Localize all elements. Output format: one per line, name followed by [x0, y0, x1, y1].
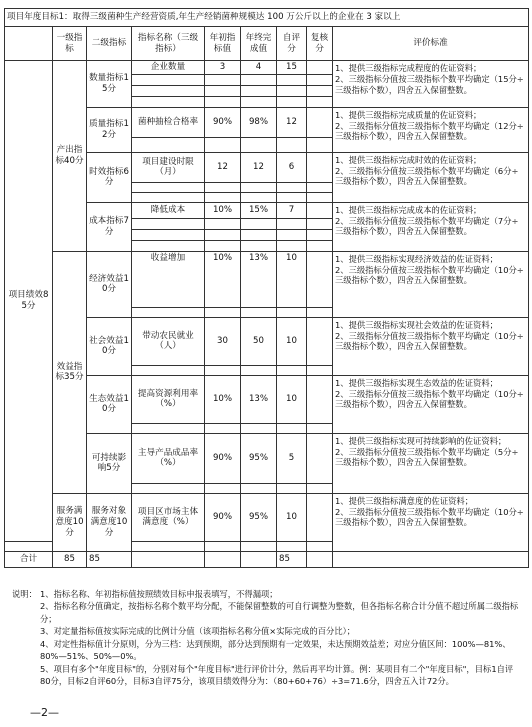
criteria-cell	[333, 433, 529, 493]
initial-value: 90%	[205, 107, 241, 137]
criteria-line: 1、提供三级指标实现可持续影响的佐证资料；	[335, 435, 507, 446]
review-score	[307, 375, 333, 423]
criteria-line: 1、提供三级指标完成质量的佐证资料；	[335, 109, 482, 120]
satisfaction-indicator-label: 服务满意度10分	[53, 493, 87, 551]
col-l1: 一级指标	[53, 27, 87, 61]
economic-indicator-label: 经济效益10分	[87, 251, 132, 317]
indicator-name: 提高资源利用率（%）	[132, 375, 205, 423]
criteria-cell	[333, 375, 529, 433]
table-row	[5, 493, 529, 541]
total-l2: 85	[87, 551, 132, 567]
review-score	[307, 433, 333, 483]
sustainable-indicator-label: 可持续影响5分	[87, 433, 132, 493]
criteria-cell	[333, 317, 529, 375]
final-value: 50	[241, 317, 277, 365]
quantity-indicator-label: 数量指标15分	[87, 61, 132, 108]
benefit-indicator-label: 效益指标35分	[53, 251, 87, 493]
criteria-cell	[333, 107, 529, 152]
indicator-name: 菌种抽检合格率	[132, 107, 205, 137]
final-value: 98%	[241, 107, 277, 137]
project-performance-label: 项目绩效85分	[5, 61, 53, 542]
initial-value: 30	[205, 317, 241, 365]
initial-value: 90%	[205, 493, 241, 541]
col-final: 年终完成值	[241, 27, 277, 61]
note-item: 3、对定量指标值按实际完成的比例计分值（该项指标名称分值×实际完成的百分比）；	[40, 626, 356, 637]
criteria-line: 1、提供三级指标完成程度的佐证资料；	[335, 63, 482, 73]
social-indicator-label: 社会效益10分	[87, 317, 132, 375]
criteria-line: 1、提供三级指标实现经济效益的佐证资料；	[335, 253, 498, 264]
review-score	[307, 251, 333, 307]
criteria-line: 2、三级指标分值按三级指标个数平均确定（10分÷三级指标个数），四舍五入保留整数。	[335, 506, 524, 528]
self-score: 10	[277, 375, 307, 423]
criteria-cell	[333, 152, 529, 202]
note-item: 2、指标名称分值确定，按指标名称个数平均分配，不能保留整数的可自行调整为整数，但各指标名称合计分值不超过所属二级指标分；	[40, 601, 519, 624]
initial-value: 10%	[205, 202, 241, 218]
total-l1: 85	[53, 551, 87, 567]
col-criteria: 评价标准	[333, 27, 529, 61]
criteria-line: 2、三级指标分值按三级指标个数平均确定（10分÷三级指标个数），四舍五入保留整数。	[335, 264, 524, 286]
review-score	[307, 107, 333, 137]
initial-value: 12	[205, 152, 241, 182]
criteria-line: 1、提供三级指标完成时效的佐证资料；	[335, 154, 482, 165]
criteria-cell	[333, 61, 529, 108]
criteria-line: 2、三级指标分值按三级指标个数平均确定（6分÷三级指标个数），四舍五入保留整数。	[335, 165, 519, 187]
indicator-name: 带动农民就业（人）	[132, 317, 205, 365]
final-value: 4	[241, 61, 277, 75]
col-init: 年初指标值	[205, 27, 241, 61]
empty-header-cell	[5, 27, 53, 61]
initial-value: 3	[205, 61, 241, 75]
evaluation-table	[4, 8, 529, 568]
indicator-name: 收益增加	[132, 251, 205, 307]
self-score: 15	[277, 61, 307, 75]
final-value: 95%	[241, 433, 277, 483]
final-value: 12	[241, 152, 277, 182]
review-score	[307, 317, 333, 365]
service-satisfaction-label: 服务对象满意度10分	[87, 493, 132, 551]
criteria-cell	[333, 202, 529, 251]
timeliness-indicator-label: 时效指标6分	[87, 152, 132, 202]
self-score: 12	[277, 107, 307, 137]
col-l2: 二级指标	[87, 27, 132, 61]
final-value: 95%	[241, 493, 277, 541]
notes-title: 说明：	[12, 589, 37, 599]
col-self: 自评分	[277, 27, 307, 61]
header-row	[5, 9, 529, 27]
criteria-line: 2、三级指标分值按三级指标个数平均确定（5分÷三级指标个数），四舍五入保留整数。	[335, 446, 519, 468]
self-score: 10	[277, 251, 307, 307]
table-row	[5, 251, 529, 307]
notes-section	[12, 588, 522, 688]
cost-indicator-label: 成本指标7分	[87, 202, 132, 251]
final-value: 15%	[241, 202, 277, 218]
indicator-name: 项目建设时限（月）	[132, 152, 205, 182]
indicator-name: 企业数量	[132, 61, 205, 75]
total-row	[5, 551, 529, 567]
annual-goal: 项目年度目标1：取得三级菌种生产经营资质,年生产经销菌种规模达 100 万公斤以上的企业在 3 家以上	[5, 9, 529, 27]
note-item: 5、项目有多个"年度目标"的，分别对每个"年度目标"进行评价计分，然后再平均计算。例：某项目有二个"年度目标"，目标1自评80分，目标2自评60分，目标3自评75分，该项目绩效得分为：（80+60+76）÷3=71.6分，四舍五入计72分。	[40, 663, 514, 687]
criteria-line: 2、三级指标分值按三级指标个数平均确定（10分÷三级指标个数），四舍五入保留整数。	[335, 330, 524, 352]
note-item: 1、指标名称、年初指标值按照绩效目标申报表填写，不得漏项；	[40, 589, 278, 599]
initial-value: 90%	[205, 433, 241, 483]
review-score	[307, 202, 333, 218]
criteria-line: 2、三级指标分值按三级指标个数平均确定（7分÷三级指标个数），四舍五入保留整数。	[335, 215, 519, 237]
criteria-line: 1、提供三级指标实现生态效益的佐证资料；	[335, 377, 498, 388]
criteria-line: 2、三级指标分值按三级指标个数平均确定（10分÷三级指标个数），四舍五入保留整数。	[335, 388, 524, 410]
review-score	[307, 493, 333, 541]
initial-value: 10%	[205, 251, 241, 307]
ecological-indicator-label: 生态效益10分	[87, 375, 132, 433]
self-score: 10	[277, 317, 307, 365]
indicator-name: 主导产品成品率（%）	[132, 433, 205, 483]
final-value: 13%	[241, 375, 277, 423]
page-number: —2—	[30, 706, 59, 719]
initial-value: 10%	[205, 375, 241, 423]
col-name: 指标名称（三级指标）	[132, 27, 205, 61]
criteria-line: 2、三级指标分值按三级指标个数平均确定（15分÷三级指标个数），四舍五入保留整数。	[335, 73, 524, 95]
self-score: 10	[277, 493, 307, 541]
indicator-name: 项目区市场主体满意度（%）	[132, 493, 205, 541]
criteria-line: 2、三级指标分值按三级指标个数平均确定（12分÷三级指标个数），四舍五入保留整数。	[335, 120, 524, 142]
col-review: 复核分	[307, 27, 333, 61]
criteria-line: 1、提供三级指标实现社会效益的佐证资料；	[335, 319, 498, 330]
criteria-cell	[333, 251, 529, 317]
final-value: 13%	[241, 251, 277, 307]
table-row	[5, 61, 529, 75]
total-label: 合计	[5, 551, 53, 567]
self-score: 5	[277, 433, 307, 483]
output-indicator-label: 产出指标40分	[53, 61, 87, 252]
quality-indicator-label: 质量指标12分	[87, 107, 132, 152]
criteria-cell	[333, 493, 529, 551]
note-item: 4、对定性指标值计分原则，分为三档：达到预期，部分达到预期有一定效果，未达预期效益差；对应分值区间：100%—81%、80%—51%、50%—0%。	[40, 638, 511, 662]
self-score: 6	[277, 152, 307, 182]
criteria-line: 1、提供三级指标满意度的佐证资料；	[335, 495, 474, 506]
criteria-line: 1、提供三级指标完成成本的佐证资料；	[335, 204, 482, 215]
column-header-row	[5, 27, 529, 61]
review-score	[307, 152, 333, 182]
indicator-name: 降低成本	[132, 202, 205, 218]
total-self-score: 85	[277, 551, 307, 567]
self-score: 7	[277, 202, 307, 218]
review-score	[307, 61, 333, 75]
